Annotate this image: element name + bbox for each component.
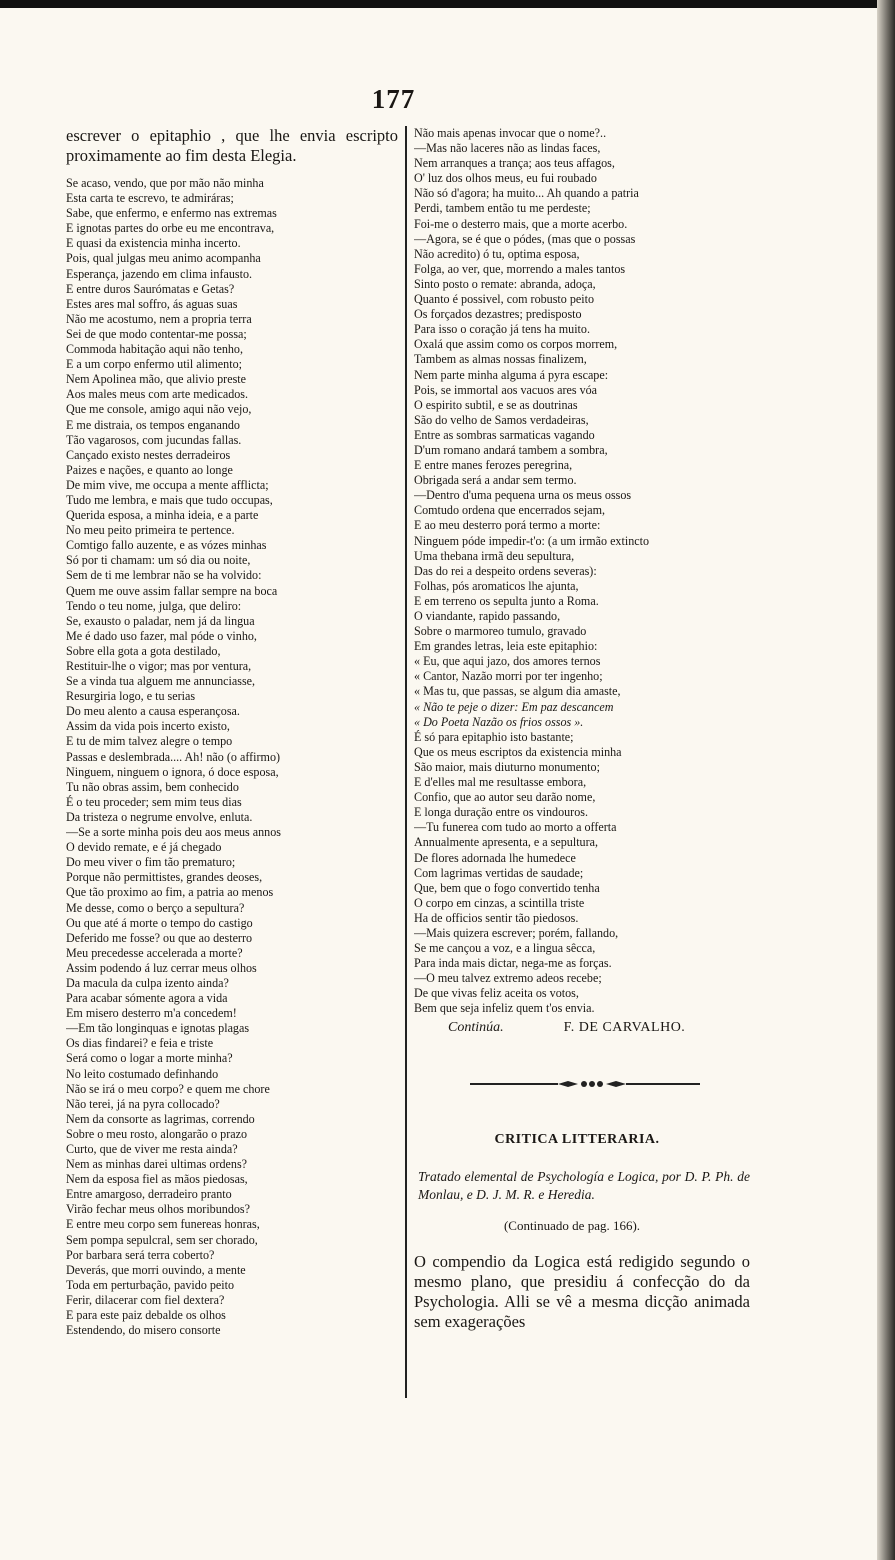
- verse-line: Sabe, que enfermo, e enfermo nas extremas: [66, 206, 277, 221]
- verse-line: « Não te peje o dizer: Em paz descancem: [414, 699, 614, 714]
- verse-line: Bem que seja infeliz quem t'os envia.: [414, 1001, 595, 1016]
- verse-line: Não só d'agora; ha muito... Ah quando a patria: [414, 186, 639, 201]
- verse-line: Nem Apolinea mão, que alivio preste: [66, 372, 247, 387]
- verse-line: Comtudo ordena que encerrados sejam,: [414, 503, 606, 518]
- page-top-edge: [0, 0, 895, 8]
- verse-line: Estes ares mal soffro, ás aguas suas: [66, 296, 238, 311]
- verse-line: Resurgiria logo, e tu serias: [66, 689, 196, 704]
- verse-line: É só para epitaphio isto bastante;: [414, 729, 574, 744]
- verse-line: Confio, que ao autor seu darão nome,: [414, 790, 596, 805]
- verse-line: Que, bem que o fogo convertido tenha: [414, 880, 600, 895]
- verse-line: —O meu talvez extremo adeos recebe;: [414, 971, 602, 986]
- verse-line: Curto, que de viver me resta ainda?: [66, 1142, 238, 1156]
- intro-paragraph: O compendio da Logica está redigido segundo o mesmo plano, que presidiu á confecção do da Psychologia. Alli se vê a mesma dicção animada sem exagerações: [414, 1251, 750, 1331]
- verse-line: Pois, se immortal aos vacuos ares vóa: [414, 382, 598, 397]
- verse-line: Não se irá o meu corpo? e quem me chore: [66, 1081, 270, 1096]
- verse-line: E longa duração entre os vindouros.: [414, 805, 588, 820]
- verse-line: « Do Poeta Nazão os frios ossos ».: [414, 714, 584, 729]
- verse-line: Folhas, pós aromaticos lhe ajunta,: [414, 578, 579, 593]
- verse-line: Do meu viver o fim tão prematuro;: [66, 855, 236, 870]
- verse-line: E tu de mim talvez alegre o tempo: [66, 734, 233, 749]
- verse-line: Para inda mais dictar, nega-me as forças.: [414, 956, 612, 971]
- verse-line: D'um romano andará tambem a sombra,: [414, 442, 608, 457]
- verse-line: Não mais apenas invocar que o nome?..: [414, 126, 607, 140]
- verse-line: Para acabar sómente agora a vida: [66, 991, 228, 1006]
- continued-note: (Continuado de pag. 166).: [503, 1217, 641, 1233]
- verse-line: Perdi, tambem então tu me perdeste;: [414, 201, 591, 216]
- verse-line: Entre amargoso, derradeiro pranto: [66, 1187, 232, 1202]
- verse-line: E a um corpo enfermo util alimento;: [66, 357, 242, 372]
- page-number: 177: [371, 84, 416, 114]
- verse-line: Me é dado uso fazer, mal póde o vinho,: [66, 628, 257, 643]
- verse-line: Folga, ao ver, que, morrendo a males tantos: [414, 261, 626, 276]
- page-binding-edge: [877, 0, 895, 1560]
- verse-line: Querida esposa, a minha ideia, e a parte: [66, 508, 259, 523]
- verse-line: No leito costumado definhando: [66, 1066, 219, 1081]
- verse-line: Restituir-lhe o vigor; mas por ventura,: [66, 659, 252, 673]
- verse-line: São maior, mais diuturno monumento;: [414, 759, 600, 774]
- verse-line: E entre meu corpo sem funereas honras,: [66, 1217, 260, 1232]
- verse-line: « Cantor, Nazão morri por ter ingenho;: [414, 669, 603, 684]
- verse-line: Com lagrimas vertidas de saudade;: [414, 865, 584, 880]
- verse-line: E me distraia, os tempos enganando: [66, 417, 240, 432]
- verse-line: Passas e deslembrada.... Ah! não (o affirmo): [66, 749, 281, 764]
- verse-line: Sinto posto o remate: abranda, adoça,: [414, 276, 596, 291]
- verse-line: Da tristeza o negrume envolve, enluta.: [66, 809, 253, 824]
- right-verse: [414, 126, 750, 1017]
- verse-line: No meu peito primeira te pertence.: [66, 523, 235, 538]
- verse-line: Que tão proximo ao fim, a patria ao menos: [66, 885, 274, 900]
- verse-line: Estendendo, do misero consorte: [66, 1323, 221, 1338]
- verse-line: Tudo me lembra, e mais que tudo occupas,: [66, 492, 273, 507]
- verse-line: Das do rei a despeito ordens severas):: [414, 563, 597, 578]
- verse-line: Comtigo fallo auzente, e as vózes minhas: [66, 538, 267, 553]
- verse-line: Tambem as almas nossas finalizem,: [414, 352, 587, 367]
- verse-line: Se me cançou a voz, e a lingua sêcca,: [414, 941, 596, 956]
- section-title: CRITICA LITTERARIA.: [494, 1131, 660, 1147]
- verse-line: « Mas tu, que passas, se algum dia amaste,: [414, 684, 621, 699]
- signature-author: F. DE CARVALHO.: [563, 1019, 686, 1035]
- verse-line: Oxalá que assim como os corpos morrem,: [414, 337, 618, 352]
- verse-line: Para isso o coração já tens ha muito.: [414, 322, 590, 337]
- verse-line: Me desse, como o berço a sepultura?: [66, 900, 245, 915]
- verse-line: Os dias findarei? e feia e triste: [66, 1036, 214, 1051]
- signature-continua: Continúa.: [448, 1019, 504, 1035]
- verse-line: Esta carta te escrevo, te admiráras;: [66, 191, 234, 206]
- verse-line: Não me acostumo, nem a propria terra: [66, 311, 252, 326]
- verse-line: Esperança, jazendo em clima infausto.: [66, 266, 253, 281]
- verse-line: De que vivas feliz aceita os votos,: [414, 986, 579, 1001]
- verse-line: Quanto é possivel, com robusto peito: [414, 292, 595, 307]
- verse-line: Annualmente apresenta, e a sepultura,: [414, 835, 599, 850]
- verse-line: Ou que até á morte o tempo do castigo: [66, 915, 253, 930]
- left-prose: escrever o epitaphio , que lhe envia escripto proximamente ao fim desta Elegia.: [66, 126, 398, 165]
- verse-line: Sobre o marmoreo tumulo, gravado: [414, 624, 587, 639]
- verse-line: —Mas não laceres não as lindas faces,: [414, 141, 601, 156]
- verse-line: Não terei, já na pyra collocado?: [66, 1096, 220, 1111]
- verse-line: São do velho de Samos verdadeiras,: [414, 412, 589, 427]
- verse-line: Meu precedesse accelerada a morte?: [66, 945, 243, 960]
- verse-line: Se a vinda tua alguem me annunciasse,: [66, 674, 256, 689]
- verse-line: Que os meus escriptos da existencia minha: [414, 744, 622, 759]
- verse-line: Cançado existo nestes derradeiros: [66, 447, 231, 462]
- verse-line: Nem as minhas darei ultimas ordens?: [66, 1157, 248, 1172]
- verse-line: Tão vagarosos, com jucundas fallas.: [66, 432, 242, 447]
- verse-line: Do meu alento a causa esperançosa.: [66, 704, 240, 719]
- verse-line: Ninguem, ninguem o ignora, ó doce esposa,: [66, 764, 279, 779]
- verse-line: Ninguem póde impedir-t'o: (a um irmão extincto: [414, 533, 650, 548]
- verse-line: E em terreno os sepulta junto a Roma.: [414, 593, 599, 608]
- verse-line: Nem arranques a trança; aos teus affagos,: [414, 156, 615, 171]
- verse-line: Só por ti chamam: um só dia ou noite,: [66, 553, 251, 568]
- left-verse: [66, 176, 398, 1338]
- left-column: [66, 126, 398, 1338]
- verse-line: Foi-me o desterro mais, que a morte acerbo.: [414, 216, 628, 231]
- verse-line: O espirito subtil, e se as doutrinas: [414, 397, 578, 412]
- column-rule: [405, 126, 407, 1398]
- verse-line: —Agora, se é que o pódes, (mas que o possas: [414, 231, 636, 246]
- verse-line: Paizes e nações, e quanto ao longe: [66, 462, 233, 477]
- verse-line: De flores adornada lhe humedece: [414, 850, 576, 865]
- verse-line: Se acaso, vendo, que por mão não minha: [66, 176, 264, 190]
- verse-line: O devido remate, e é já chegado: [66, 840, 222, 855]
- verse-line: Uma thebana irmã deu sepultura,: [414, 548, 575, 563]
- verse-line: Assim da vida pois incerto existo,: [66, 719, 230, 734]
- verse-line: E ignotas partes do orbe eu me encontrava,: [66, 221, 275, 236]
- verse-line: Porque não permittistes, grandes deoses,: [66, 870, 263, 885]
- verse-line: Tendo o teu nome, julga, que deliro:: [66, 598, 242, 613]
- verse-line: « Eu, que aqui jazo, dos amores ternos: [414, 654, 601, 669]
- verse-line: Em misero desterro m'a concedem!: [66, 1006, 237, 1021]
- verse-line: —Dentro d'uma pequena urna os meus ossos: [414, 488, 632, 503]
- verse-line: Entre as sombras sarmaticas vagando: [414, 427, 595, 442]
- verse-line: Por barbara será terra coberto?: [66, 1247, 215, 1262]
- verse-line: O' luz dos olhos meus, eu fui roubado: [414, 171, 597, 186]
- verse-line: Nem da esposa fiel as mãos piedosas,: [66, 1172, 248, 1187]
- verse-line: E quasi da existencia minha incerto.: [66, 236, 241, 251]
- verse-line: Pois, qual julgas meu animo acompanha: [66, 251, 261, 266]
- verse-line: Sobre o meu rosto, alongarão o prazo: [66, 1126, 248, 1141]
- verse-line: Virão fechar meus olhos moribundos?: [66, 1202, 250, 1217]
- verse-line: E para este paiz debalde os olhos: [66, 1308, 226, 1323]
- right-column: [414, 126, 750, 1348]
- verse-line: Ha de officios sentir tão piedosos.: [414, 910, 579, 925]
- verse-line: Em grandes letras, leia este epitaphio:: [414, 639, 598, 654]
- verse-line: Sei de que modo contentar-me possa;: [66, 326, 247, 341]
- verse-line: —Se a sorte minha pois deu aos meus annos: [66, 825, 281, 840]
- verse-line: E entre duros Saurómatas e Getas?: [66, 281, 235, 296]
- verse-line: Se, exausto o paladar, nem já da lingua: [66, 613, 255, 628]
- verse-line: Nem da consorte as lagrimas, correndo: [66, 1111, 255, 1126]
- verse-line: Nem parte minha alguma á pyra escape:: [414, 367, 609, 382]
- verse-line: Toda em perturbação, pavido peito: [66, 1277, 235, 1292]
- verse-line: Tu não obras assim, bem conhecido: [66, 779, 239, 794]
- verse-line: Não acredito) ó tu, optima esposa,: [414, 246, 580, 261]
- verse-line: O viandante, rapido passando,: [414, 609, 561, 623]
- signature: [414, 1019, 750, 1037]
- verse-line: É o teu proceder; sem mim teus dias: [66, 794, 242, 809]
- verse-line: Deferido me fosse? ou que ao desterro: [66, 930, 253, 945]
- verse-line: Sem de ti me lembrar não se ha volvido:: [66, 568, 262, 583]
- verse-line: Ferir, dilacerar com fiel dextera?: [66, 1292, 225, 1307]
- verse-line: —Tu funerea com tudo ao morto a offerta: [414, 820, 617, 835]
- verse-line: De mim vive, me occupa a mente afflicta;: [66, 477, 269, 492]
- verse-line: O corpo em cinzas, a scintilla triste: [414, 895, 585, 910]
- ornament-divider: [470, 1079, 700, 1089]
- verse-line: Sobre ella gota a gota destilado,: [66, 643, 221, 658]
- verse-line: Sem pompa sepulcral, sem ser chorado,: [66, 1232, 258, 1247]
- verse-line: Os forçados dezastres; predisposto: [414, 307, 582, 322]
- verse-line: E entre manes ferozes peregrina,: [414, 458, 573, 473]
- verse-line: E ao meu desterro porá termo a morte:: [414, 518, 601, 533]
- verse-line: —Em tão longinquas e ignotas plagas: [66, 1021, 250, 1036]
- verse-line: Que me console, amigo aqui não vejo,: [66, 402, 252, 417]
- verse-line: Da macula da culpa izento ainda?: [66, 975, 229, 990]
- verse-line: Commoda habitação aqui não tenho,: [66, 342, 243, 357]
- verse-line: Quem me ouve assim fallar sempre na boca: [66, 583, 278, 598]
- verse-line: —Mais quizera escrever; porém, fallando,: [414, 925, 619, 940]
- verse-line: E d'elles mal me resultasse embora,: [414, 775, 587, 790]
- verse-line: Deverás, que morri ouvindo, a mente: [66, 1262, 246, 1277]
- verse-line: Aos males meus com arte medicados.: [66, 387, 249, 402]
- verse-line: Será como o logar a morte minha?: [66, 1051, 233, 1066]
- book-subtitle: Tratado elemental de Psychología e Logica, por D. P. Ph. de Monlau, e D. J. M. R. e Heredia.: [418, 1168, 750, 1202]
- verse-line: Assim podendo á luz cerrar meus olhos: [66, 960, 257, 975]
- verse-line: Obrigada será a andar sem termo.: [414, 473, 577, 488]
